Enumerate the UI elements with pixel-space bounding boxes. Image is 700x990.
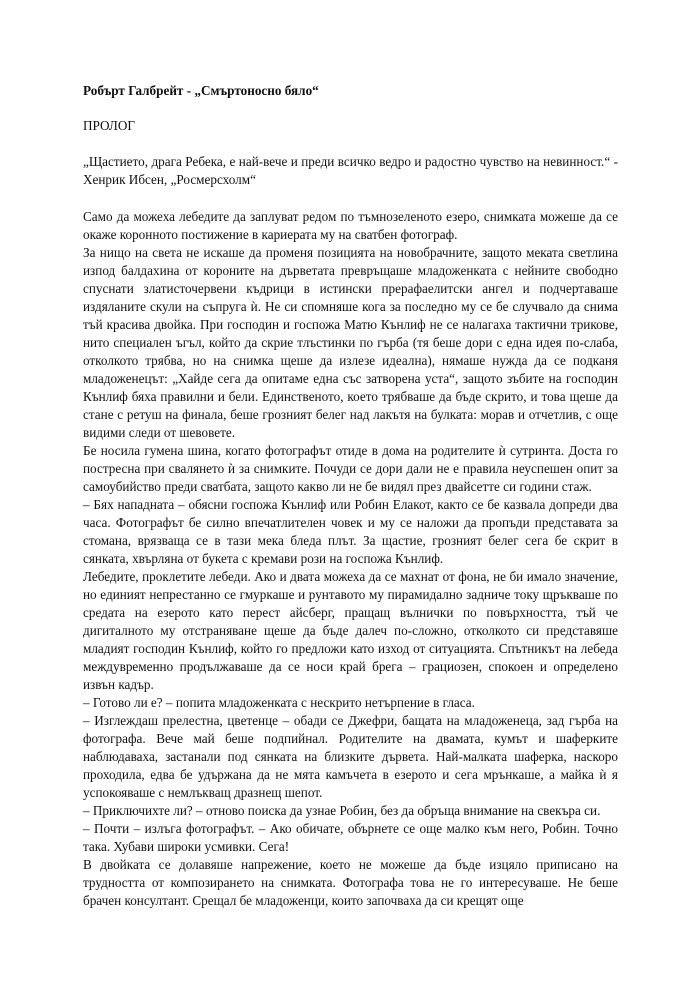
chapter-heading: ПРОЛОГ bbox=[83, 118, 135, 133]
paragraph-6: – Готово ли е? – попита младоженката с нескрито нетърпение в гласа. bbox=[83, 695, 475, 710]
paragraph-4: – Бях нападната – обясни госпожа Кънлиф или Робин Елакот, както се бе казвала допреди два часа. Фотографът бе силно впечатлителен човек и му се наложи да пропъди представата за стомана, врязваща се в тази мека бледа плът. За щастие, грозният белег сега бе скрит в сянката, хвърляна от букета с кремави рози на госпожа Кънлиф. bbox=[83, 497, 618, 566]
document-body bbox=[83, 208, 618, 910]
epigraph: „Щастието, драга Ребека, е най-вече и преди всичко ведро и радостно чувство на невинност.“ - Хенрик Ибсен, „Росмерсхолм“ bbox=[83, 154, 618, 187]
document-page bbox=[83, 82, 618, 910]
paragraph-2: За нищо на света не искаше да променя позицията на новобрачните, защото меката светлина изпод балдахина от короните на дърветата превръщаше младоженката с нейните свободно спуснати златисточервени къдрици в истински прерафаелитски ангел и подчертаваше издяланите скули на съпруга ѝ. Не си спомняше кога за последно му се бе случвало да снима тъй красива двойка. При господин и госпожа Матю Кънлиф не се налагаха тактични трикове, нито специален ъгъл, който да скрие тлъстинки по гърба (тя беше дори с една идея по-слаба, отколкото трябва, но на снимка щеше да излезе идеална), нямаше нужда да се подканя младоженецът: „Хайде сега да опитаме една със затворена уста“, защото зъбите на господин Кънлиф бяха правилни и бели. Единственото, което трябваше да бъде скрито, и това щеше да стане с ретуш на финала, беше грозният белег над лакътя на булката: морав и отчетлив, с още видими следи от шевовете. bbox=[83, 245, 618, 440]
paragraph-3: Бе носила гумена шина, когато фотографът отиде в дома на родителите ѝ сутринта. Доста го постресна при свалянето ѝ за снимките. Почуди се дори дали не е правила неуспешен опит за самоубийство преди сватбата, защото какво ли не бе видял през двайсетте си години стаж. bbox=[83, 443, 618, 494]
paragraph-7: – Изглеждаш прелестна, цветенце – обади се Джефри, бащата на младоженеца, зад гърба на фотографа. Вече май беше подпийнал. Родителите на двамата, кумът и шаферките наблюдаваха, застанали под сянката на близките дървета. Най-малката шаферка, наскоро проходила, едва бе удържана да не мята камъчета в езерото и сега мрънкаше, а майка ѝ я успокояваше с немлъкващ дразнещ шепот. bbox=[83, 713, 618, 800]
paragraph-9: – Почти – излъга фотографът. – Ако обичате, обърнете се още малко към него, Робин. Точно така. Хубави широки усмивки. Сега! bbox=[83, 821, 618, 854]
paragraph-5: Лебедите, проклетите лебеди. Ако и двата можеха да се махнат от фона, не би имало значение, но единият непрестанно се гмуркаше и рунтавото му пирамидално задниче току щръкваше по средата на езерото като перест айсберг, пращащ вълнички по повърхността, тъй че дигиталното му отстраняване щеше да бъде далеч по-сложно, отколкото си представяше младият господин Кънлиф, който го предложи като изход от ситуацията. Спътникът на лебеда междувременно продължаваше да се носи край брега – грациозен, спокоен и определено извън кадър. bbox=[83, 569, 618, 692]
paragraph-8: – Приключихте ли? – отново поиска да узнае Робин, без да обръща внимание на свекъра си. bbox=[83, 803, 601, 818]
document-title: Робърт Галбрейт - „Смъртоносно бяло“ bbox=[83, 83, 319, 98]
paragraph-10: В двойката се долавяше напрежение, което не можеше да бъде изцяло приписано на трудността от композирането на снимката. Фотографа това не го интересуваше. Не беше брачен консултант. Срещал бе младоженци, които започваха да си крещят още bbox=[83, 857, 618, 908]
paragraph-1: Само да можеха лебедите да заплуват редом по тъмнозеленото езеро, снимката можеше да се окаже коронното постижение в кариерата му на сватбен фотограф. bbox=[83, 209, 618, 242]
